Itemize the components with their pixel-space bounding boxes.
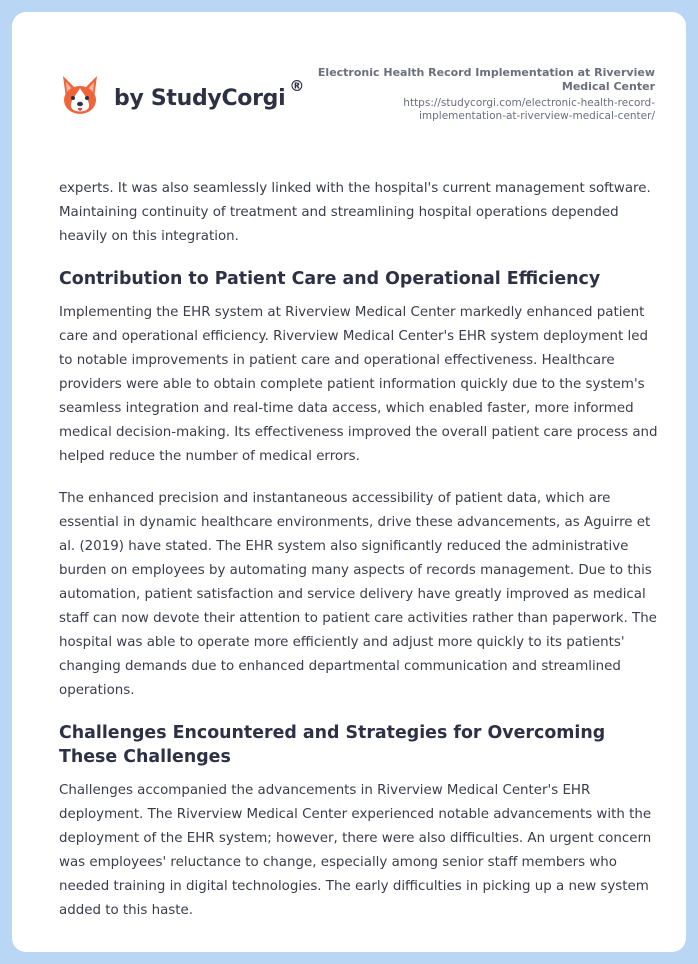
- paragraph: Implementing the EHR system at Riverview Medical Center markedly enhanced patient care and operational efficiency. Riverview Medical Center's EHR system deployment led to notable improvements in patient care and operational effectiveness. Healthcare providers were able to obtain complete patient information quickly due to the system's seamless integration and real-time data access, which enabled faster, more informed medical decision-making. Its effectiveness improved the overall patient care process and helped reduce the number of medical errors.: [59, 305, 658, 464]
- section-heading-patient-care: Contribution to Patient Care and Operational Efficiency: [59, 269, 601, 289]
- article-body: [59, 177, 659, 941]
- intro-paragraph: experts. It was also seamlessly linked with the hospital's current management software. Maintaining continuity of treatment and streamlining hospital operations depended heavily on this integration.: [59, 181, 651, 244]
- paragraph: The enhanced precision and instantaneous accessibility of patient data, which are essential in dynamic healthcare environments, drive these advancements, as Aguirre et al. (2019) have stated. The EHR system also significantly reduced the administrative burden on employees by automating many aspects of records management. Due to this automation, patient satisfaction and service delivery have greatly improved as medical staff can now devote their attention to patient care activities rather than paperwork. The hospital was able to operate more efficiently and adjust more quickly to its patients' changing demands due to enhanced departmental communication and streamlined operations.: [59, 491, 657, 698]
- section-heading-challenges: Challenges Encountered and Strategies for Overcoming These Challenges: [59, 723, 606, 767]
- studycorgi-logo[interactable]: [60, 74, 304, 118]
- paragraph: Challenges accompanied the advancements in Riverview Medical Center's EHR deployment. The Riverview Medical Center experienced notable advancements with the deployment of the EHR system; however, there were also difficulties. An urgent concern was employees' reluctance to change, especially among senior staff members who needed training in digital technologies. The early difficulties in picking up a new system added to this haste.: [59, 783, 652, 918]
- logo-text: by StudyCorgi: [114, 85, 286, 111]
- document-page: [12, 12, 686, 952]
- document-title: Electronic Health Record Implementation at Riverview Medical Center: [317, 66, 655, 93]
- registered-mark: ®: [289, 77, 305, 95]
- document-url[interactable]: https://studycorgi.com/electronic-health-record-implementation-at-riverview-medical-center/: [403, 97, 655, 122]
- corgi-logo-icon: [60, 74, 100, 118]
- page-header: [12, 12, 686, 162]
